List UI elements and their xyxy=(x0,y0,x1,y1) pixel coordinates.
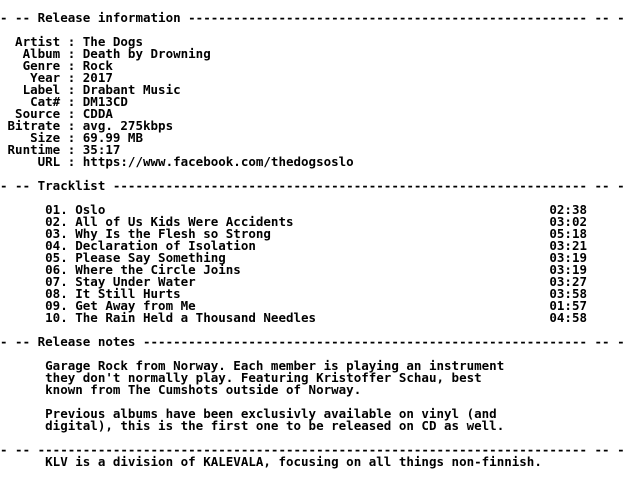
track-row: 03. Why Is the Flesh so Strong 05:18 xyxy=(0,226,587,241)
release-information-header: - -- Release information ----------------------------------------------------- -- - xyxy=(0,10,625,25)
release-notes-header: - -- Release notes ----------------------------------------------------------- -- - xyxy=(0,334,625,349)
track-row: 04. Declaration of Isolation 03:21 xyxy=(0,238,587,253)
track-row: 07. Stay Under Water 03:27 xyxy=(0,274,587,289)
year-line: Year : 2017 xyxy=(0,70,113,85)
notes-paragraph-line: digital), this is the first one to be released on CD as well. xyxy=(0,418,505,433)
footer-tagline: KLV is a division of KALEVALA, focusing on all things non-finnish. xyxy=(0,454,542,469)
album-line: Album : Death by Drowning xyxy=(0,46,211,61)
url-line: URL : https://www.facebook.com/thedogsoslo xyxy=(0,154,354,169)
notes-paragraph-line: Garage Rock from Norway. Each member is playing an instrument xyxy=(0,358,505,373)
source-line: Source : CDDA xyxy=(0,106,113,121)
notes-paragraph-line: Previous albums have been exclusivly available on vinyl (and xyxy=(0,406,497,421)
genre-line: Genre : Rock xyxy=(0,58,113,73)
notes-paragraph-line: they don't normally play. Featuring Kristoffer Schau, best xyxy=(0,370,482,385)
artist-line: Artist : The Dogs xyxy=(0,34,143,49)
size-line: Size : 69.99 MB xyxy=(0,130,143,145)
label-line: Label : Drabant Music xyxy=(0,82,181,97)
track-row: 08. It Still Hurts 03:58 xyxy=(0,286,587,301)
track-row: 10. The Rain Held a Thousand Needles 04:58 xyxy=(0,310,587,325)
track-row: 05. Please Say Something 03:19 xyxy=(0,250,587,265)
track-row: 09. Get Away from Me 01:57 xyxy=(0,298,587,313)
track-row: 01. Oslo 02:38 xyxy=(0,202,587,217)
tracklist-header: - -- Tracklist --------------------------------------------------------------- -- - xyxy=(0,178,625,193)
track-row: 02. All of Us Kids Were Accidents 03:02 xyxy=(0,214,587,229)
track-row: 06. Where the Circle Joins 03:19 xyxy=(0,262,587,277)
runtime-line: Runtime : 35:17 xyxy=(0,142,121,157)
footer-divider: - -- ------------------------------------------------------------------------- -- - xyxy=(0,442,625,457)
notes-paragraph-line: known from The Cumshots outside of Norway. xyxy=(0,382,362,397)
catalog-number-line: Cat# : DM13CD xyxy=(0,94,128,109)
bitrate-line: Bitrate : avg. 275kbps xyxy=(0,118,174,133)
